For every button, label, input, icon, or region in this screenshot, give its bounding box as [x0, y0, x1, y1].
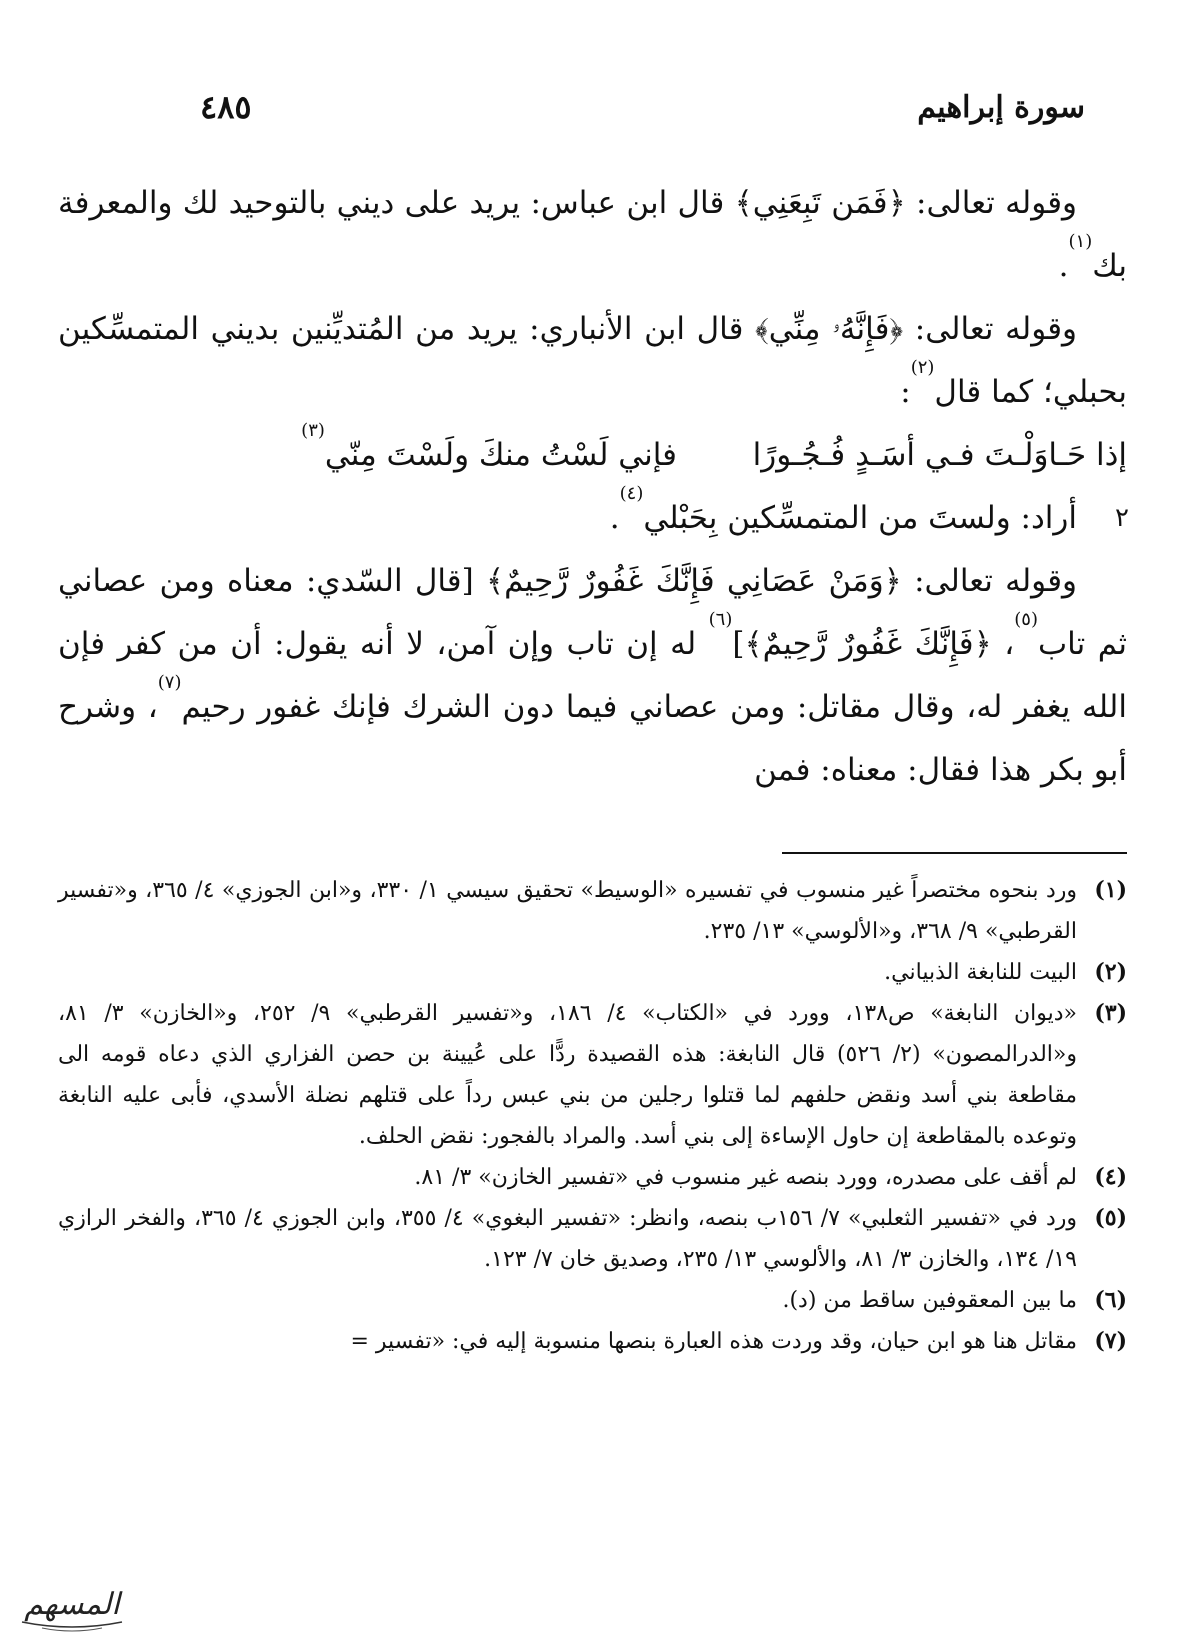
footnotes — [58, 870, 1127, 1362]
logo-lettering: المسهم — [24, 1587, 120, 1622]
logo-graphic — [12, 1576, 132, 1636]
footnote-number: (٥) — [1094, 1205, 1127, 1231]
paragraph-4-part-c: له إن تاب وإن آمن، لا أنه يقول: أن من كفر فإن الله يغفر له، وقال مقاتل: ومن عصاني فيما دون الشرك فإنك غفور رحيم — [58, 626, 1127, 725]
paragraph-3-body: أراد: ولستَ من المتمسِّكين بِحَبْلي — [643, 500, 1077, 536]
paragraph-2 — [58, 298, 1127, 424]
publisher-logo-icon — [12, 1576, 132, 1636]
footnote-text: لم أقف على مصدره، وورد بنصه غير منسوب في «تفسير الخازن» ٣/ ٨١. — [414, 1165, 1077, 1190]
footnote-6 — [58, 1280, 1127, 1321]
footnote-number: (٢) — [1094, 959, 1127, 985]
footnote-number: (١) — [1094, 877, 1127, 903]
paragraph-1-end: . — [1058, 248, 1069, 284]
page-number: ٤٨٥ — [200, 88, 252, 126]
footnote-7 — [58, 1321, 1127, 1362]
footnote-number: (٣) — [1094, 1000, 1127, 1026]
paragraph-2-text: وقوله تعالى: ﴿فَإِنَّهُۥ مِنِّي﴾ قال ابن الأنباري: يريد من المُتديِّنين بديني المتمسِّكين بحبلي؛ كما قال — [58, 311, 1127, 410]
poetry-verse — [58, 420, 1127, 487]
footnote-text: ورد بنحوه مختصراً غير منسوب في تفسيره «الوسيط» تحقيق سيسي ١/ ٣٣٠، و«ابن الجوزي» ٤/ ٣٦٥، و«تفسير القرطبي» ٩/ ٣٦٨، و«الألوسي» ١٣/ ٢٣٥. — [58, 878, 1077, 944]
footnote-text: ورد في «تفسير الثعلبي» ٧/ ١٥٦ب بنصه، وانظر: «تفسير البغوي» ٤/ ٣٥٥، وابن الجوزي ٤/ ٣٦٥، والفخر الرازي ١٩/ ١٣٤، والخازن ٣/ ٨١، والألوسي ١٣/ ٢٣٥، وصديق خان ٧/ ١٢٣. — [58, 1206, 1078, 1272]
footnote-ref-6: (٦) — [708, 609, 733, 630]
footnote-divider — [782, 852, 1127, 854]
paragraph-3-text — [609, 483, 1127, 536]
footnote-ref-1: (١) — [1068, 231, 1093, 252]
paragraph-4-part-a: وقوله تعالى: ﴿وَمَنْ عَصَانِي فَإِنَّكَ غَفُورٌ رَّحِيمٌ﴾ [قال السّدي: معناه ومن عصاني ثم تاب — [58, 563, 1127, 662]
paragraph-3-end: . — [609, 500, 620, 536]
verse-hemistich-1: إذا حَـاوَلْـتَ فـي أسَـدٍ فُـجُـورًا — [752, 437, 1127, 473]
paragraph-2-end: : — [900, 374, 911, 410]
verse-hemistich-2-text: فإني لَسْتُ منكَ ولَسْتَ مِنّي — [324, 437, 677, 473]
margin-mark: ٢ — [1115, 503, 1129, 533]
footnote-number: (٧) — [1094, 1328, 1127, 1354]
footnote-2 — [58, 952, 1127, 993]
main-text — [58, 172, 1127, 802]
paragraph-4-part-b: ، ﴿فَإِنَّكَ غَفُورٌ رَّحِيمٌ﴾] — [732, 626, 1015, 662]
paragraph-1-text: وقوله تعالى: ﴿فَمَن تَبِعَنِي﴾ قال ابن عباس: يريد على ديني بالتوحيد لك والمعرفة بك — [58, 185, 1127, 284]
footnote-text: «ديوان النابغة» ص١٣٨، وورد في «الكتاب» ٤/ ١٨٦، و«تفسير القرطبي» ٩/ ٢٥٢، و«الخازن» ٣/ ٨١، و«الدرالمصون» (٢/ ٥٢٦) قال النابغة: هذه القصيدة ردًّا على عُيينة بن حصن الفزاري الذي دعاه قومه الى مقاطعة بني أسد ونقض حلفهم لما قتلوا رجلين من بني عبس رداً على قتلهم نضلة الأسدي، فأبى عليه النابغة وتوعده بالمقاطعة إن حاول الإساءة إلى بني أسد. والمراد بالفجور: نقض الحلف. — [58, 1001, 1078, 1149]
footnote-ref-2: (٢) — [910, 357, 935, 378]
footnote-text: ما بين المعقوفين ساقط من (د). — [782, 1288, 1077, 1313]
footnote-ref-4: (٤) — [619, 483, 644, 504]
footnote-3 — [58, 993, 1127, 1157]
paragraph-1 — [58, 172, 1127, 298]
footnote-5 — [58, 1198, 1127, 1280]
verse-hemistich-2 — [301, 420, 677, 487]
paragraph-4-part-d: ، وشرح أبو بكر هذا فقال: معناه: فمن — [58, 689, 1127, 788]
footnote-text: مقاتل هنا هو ابن حيان، وقد وردت هذه العبارة بنصها منسوبة إليه في: «تفسير = — [350, 1329, 1077, 1354]
running-title: سورة إبراهيم — [917, 90, 1085, 125]
footnote-text: البيت للنابغة الذبياني. — [884, 960, 1077, 985]
footnote-ref-7: (٧) — [157, 672, 182, 693]
page-header — [60, 78, 1125, 138]
footnote-1 — [58, 870, 1127, 952]
footnote-number: (٤) — [1094, 1164, 1127, 1190]
footnote-ref-5: (٥) — [1014, 609, 1038, 630]
footnote-ref-3: (٣) — [301, 420, 325, 441]
footnote-number: (٦) — [1094, 1287, 1127, 1313]
paragraph-3 — [58, 483, 1129, 550]
footnote-4 — [58, 1157, 1127, 1198]
paragraph-4 — [58, 550, 1127, 802]
